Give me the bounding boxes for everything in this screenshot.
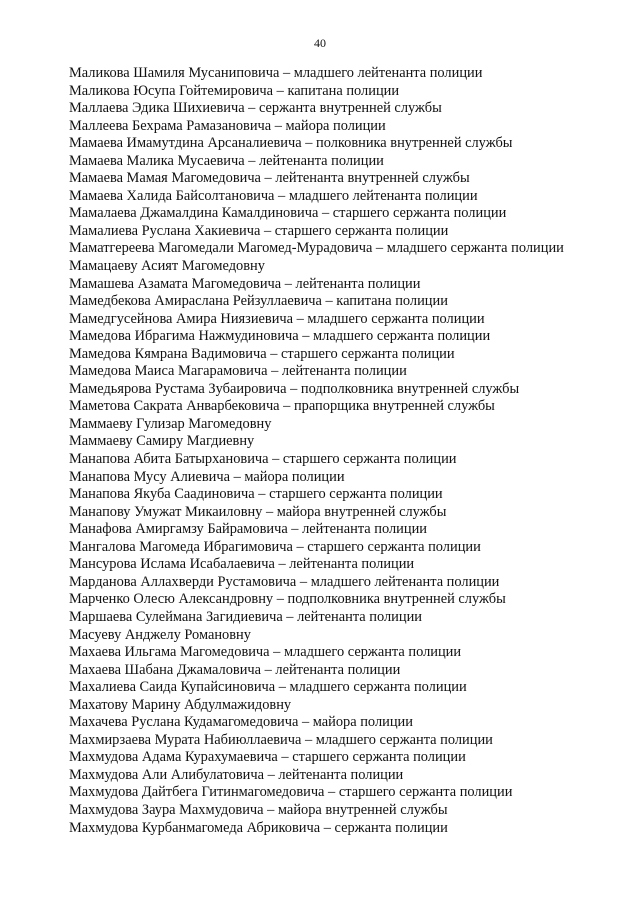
list-item: Махмудова Али Алибулатовича – лейтенанта полиции xyxy=(69,766,404,783)
list-item: Маметова Сакрата Анварбековича – прапорщика внутренней службы xyxy=(69,398,495,415)
list-item: Маршаева Сулеймана Загидиевича – лейтенанта полиции xyxy=(69,608,422,625)
list-item: Марданова Аллахверди Рустамовича – младшего лейтенанта полиции xyxy=(69,573,500,590)
list-item: Марченко Олесю Александровну – подполковника внутренней службы xyxy=(69,591,506,608)
list-item: Махмирзаева Мурата Набиюллаевича – младшего сержанта полиции xyxy=(69,731,493,748)
list-item: Маликова Шамиля Мусаниповича – младшего лейтенанта полиции xyxy=(69,65,483,81)
list-item: Маллаева Эдика Шихиевича – сержанта внутренней службы xyxy=(69,100,442,117)
list-item: Мамедова Кямрана Вадимовича – старшего сержанта полиции xyxy=(69,345,455,362)
list-item: Мамедьярова Рустама Зубаировича – подполковника внутренней службы xyxy=(69,380,520,397)
list-item: Манапова Абита Батырхановича – старшего сержанта полиции xyxy=(69,451,457,468)
list-item: Мамедова Маиса Магарамовича – лейтенанта полиции xyxy=(69,363,407,380)
list-item: Махмудова Курбанмагомеда Абриковича – сержанта полиции xyxy=(69,819,448,836)
list-item: Махатову Марину Абдулмажидовну xyxy=(69,696,292,713)
list-item: Мамедгусейнова Амира Ниязиевича – младшего сержанта полиции xyxy=(69,310,485,327)
list-item: Масуеву Анджелу Романовну xyxy=(69,626,251,643)
list-item: Маллеева Бехрама Рамазановича – майора полиции xyxy=(69,117,386,134)
list-item: Мамаева Халида Байсолтановича – младшего лейтенанта полиции xyxy=(69,187,478,204)
list-item: Мангалова Магомеда Ибрагимовича – старшего сержанта полиции xyxy=(69,538,481,555)
list-item: Махмудова Дайтбега Гитинмагомедовича – старшего сержанта полиции xyxy=(69,784,513,801)
list-item: Маммаеву Самиру Магдиевну xyxy=(69,433,255,450)
list-item: Мамацаеву Асият Магомедовну xyxy=(69,258,265,275)
list-item: Мамашева Азамата Магомедовича – лейтенанта полиции xyxy=(69,275,421,292)
list-item: Махаева Шабана Джамаловича – лейтенанта полиции xyxy=(69,661,401,678)
list-item: Мамедбекова Амираслана Рейзуллаевича – капитана полиции xyxy=(69,293,448,310)
list-item: Махалиева Саида Купайсиновича – младшего сержанта полиции xyxy=(69,679,467,696)
list-item: Махачева Руслана Кудамагомедовича – майора полиции xyxy=(69,714,413,731)
list-item: Мамалиева Руслана Хакиевича – старшего сержанта полиции xyxy=(69,222,449,239)
list-item: Манафова Амиргамзу Байрамовича – лейтенанта полиции xyxy=(69,521,427,538)
list-item: Махмудова Заура Махмудовича – майора внутренней службы xyxy=(69,801,448,818)
list-item: Маликова Юсупа Гойтемировича – капитана полиции xyxy=(69,82,400,99)
list-item: Маммаеву Гулизар Магомедовну xyxy=(69,415,272,432)
list-item: Мамаева Малика Мусаевича – лейтенанта полиции xyxy=(69,152,384,169)
list-item: Манапова Мусу Алиевича – майора полиции xyxy=(69,468,345,485)
page-number: 40 xyxy=(314,36,326,50)
list-item: Манапову Умужат Микаиловну – майора внутренней службы xyxy=(69,503,447,520)
list-item: Мамаева Мамая Магомедовича – лейтенанта внутренней службы xyxy=(69,170,470,187)
list-item: Маматгереева Магомедали Магомед-Мурадовича – младшего сержанта полиции xyxy=(69,240,564,257)
list-item: Манапова Якуба Саадиновича – старшего сержанта полиции xyxy=(69,486,443,503)
name-list xyxy=(69,65,629,837)
list-item: Мамаева Имамутдина Арсаналиевича – полковника внутренней службы xyxy=(69,135,513,152)
list-item: Мамалаева Джамалдина Камалдиновича – старшего сержанта полиции xyxy=(69,205,507,222)
list-item: Махаева Ильгама Магомедовича – младшего сержанта полиции xyxy=(69,644,462,661)
list-item: Мамедова Ибрагима Нажмудиновича – младшего сержанта полиции xyxy=(69,328,491,345)
list-item: Махмудова Адама Курахумаевича – старшего сержанта полиции xyxy=(69,749,466,766)
list-item: Мансурова Ислама Исабалаевича – лейтенанта полиции xyxy=(69,556,415,573)
